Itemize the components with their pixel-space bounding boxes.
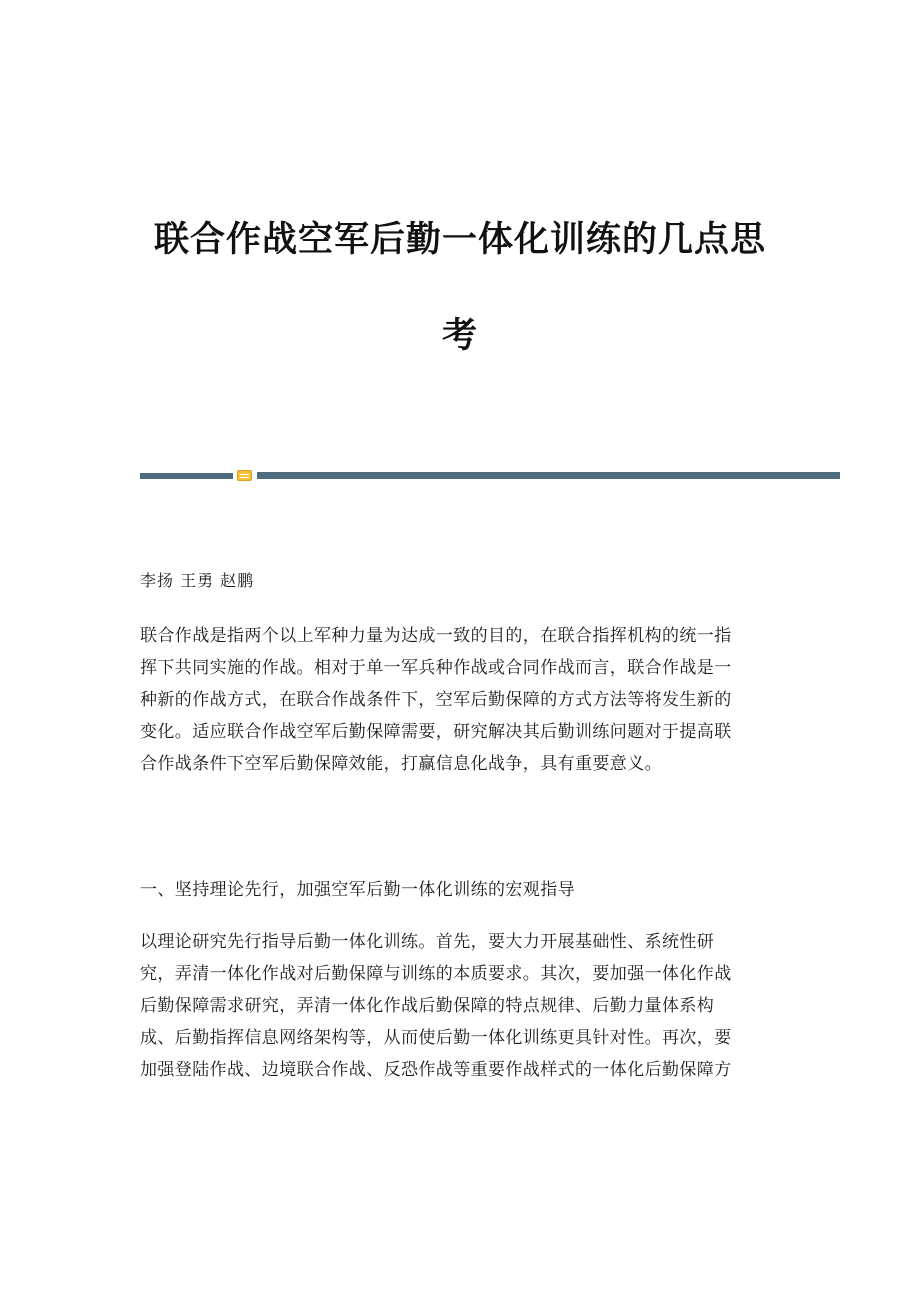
paragraph-line: 成、后勤指挥信息网络架构等，从而使后勤一体化训练更具针对性。再次，要 xyxy=(140,1028,732,1048)
divider-bar-left xyxy=(140,473,233,479)
intro-paragraph xyxy=(140,620,772,780)
divider-emblem-icon xyxy=(237,470,252,481)
paragraph-line: 挥下共同实施的作战。相对于单一军兵种作战或合同作战而言，联合作战是一 xyxy=(140,658,732,678)
paragraph-line: 后勤保障需求研究，弄清一体化作战后勤保障的特点规律、后勤力量体系构 xyxy=(140,996,715,1016)
paragraph-line: 以理论研究先行指导后勤一体化训练。首先，要大力开展基础性、系统性研 xyxy=(140,932,715,952)
document-title-line-2: 考 xyxy=(441,315,478,356)
divider-bar-right xyxy=(257,472,840,479)
document-title-line-1: 联合作战空军后勤一体化训练的几点思 xyxy=(153,219,766,260)
paragraph-line: 加强登陆作战、边境联合作战、反恐作战等重要作战样式的一体化后勤保障方 xyxy=(140,1060,732,1080)
section-heading-1: 一、坚持理论先行，加强空军后勤一体化训练的宏观指导 xyxy=(140,880,575,900)
paragraph-line: 联合作战是指两个以上军种力量为达成一致的目的，在联合指挥机构的统一指 xyxy=(140,626,732,646)
paragraph-line: 究，弄清一体化作战对后勤保障与训练的本质要求。其次，要加强一体化作战 xyxy=(140,964,732,984)
paragraph-line: 种新的作战方式，在联合作战条件下，空军后勤保障的方式方法等将发生新的 xyxy=(140,690,732,710)
title-divider xyxy=(140,470,840,482)
paragraph-line: 变化。适应联合作战空军后勤保障需要，研究解决其后勤训练问题对于提高联 xyxy=(140,722,732,742)
author-list: 李扬 王勇 赵鹏 xyxy=(140,571,255,590)
paragraph-line: 合作战条件下空军后勤保障效能，打赢信息化战争，具有重要意义。 xyxy=(140,754,662,774)
section-1-paragraph xyxy=(140,926,772,1086)
